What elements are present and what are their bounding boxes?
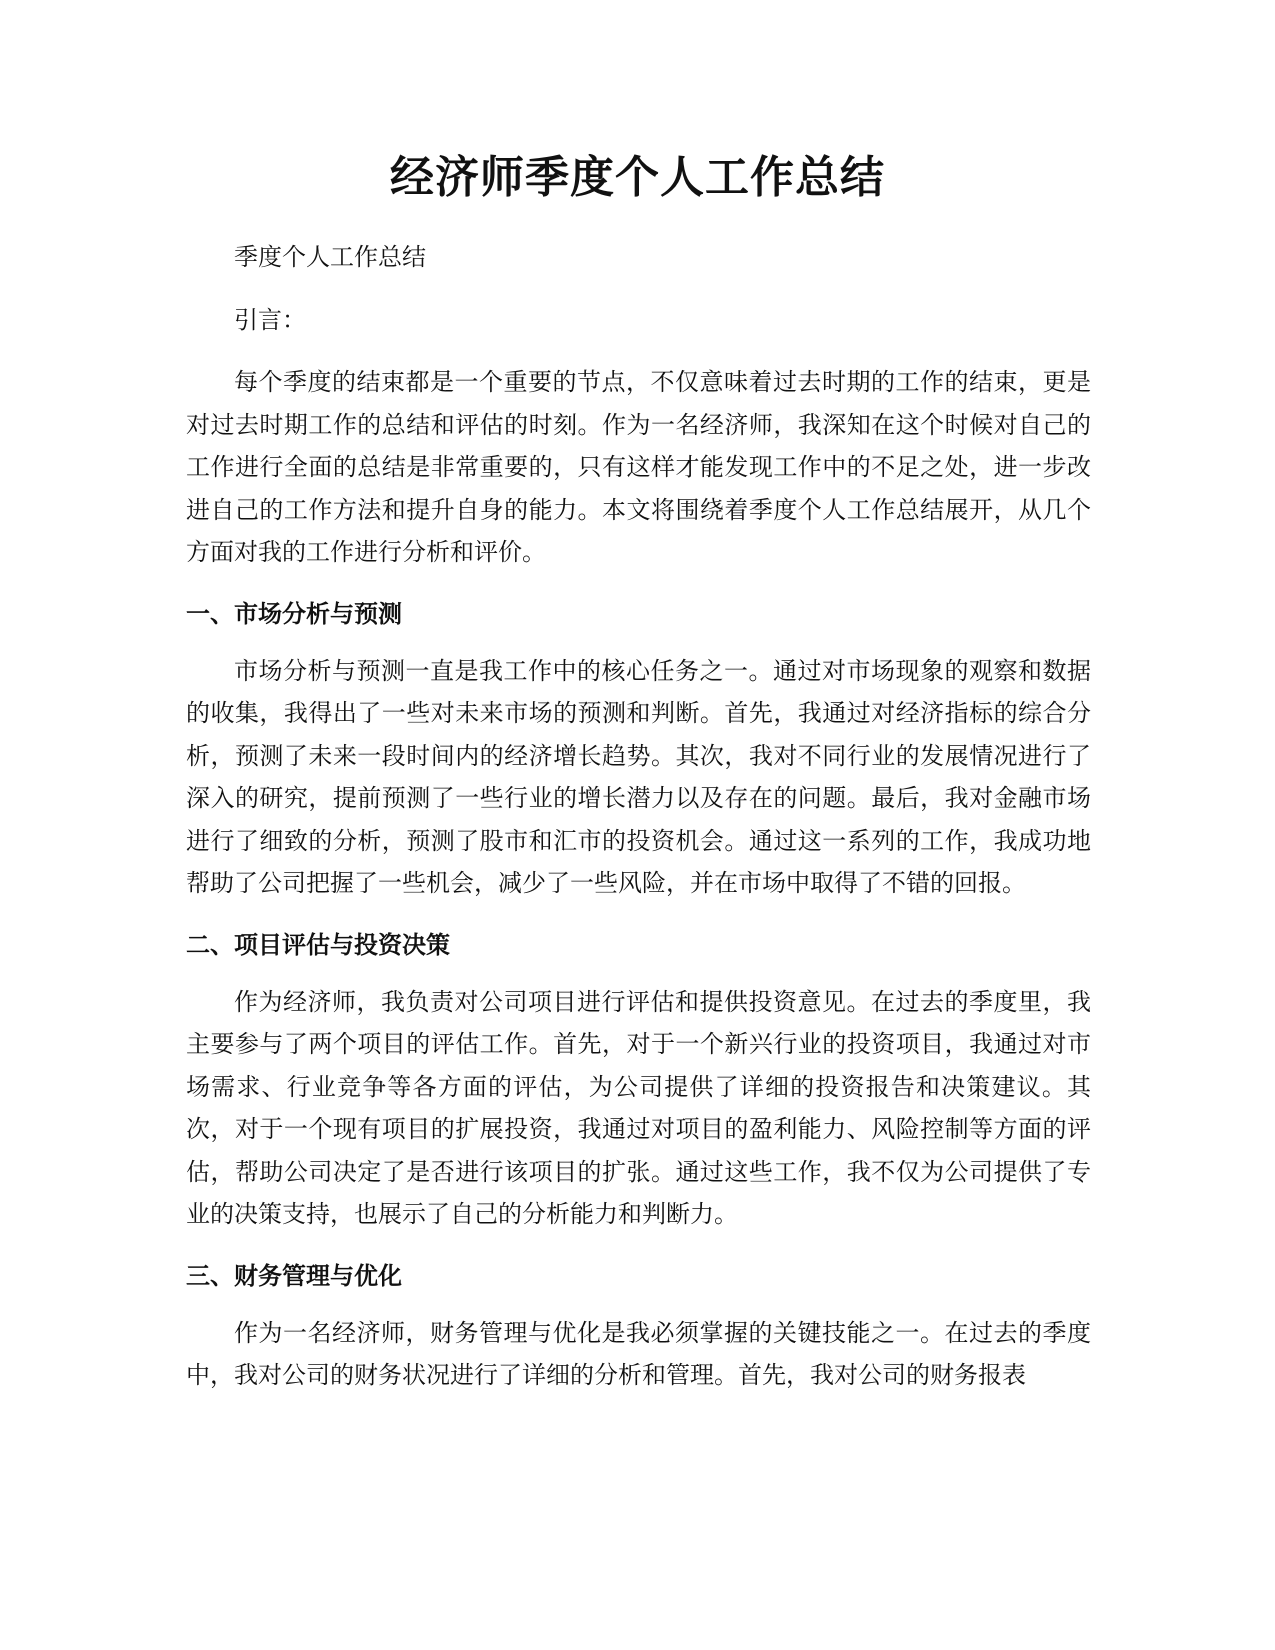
section-heading-project: 二、项目评估与投资决策	[186, 930, 450, 959]
section-paragraph-project: 作为经济师，我负责对公司项目进行评估和提供投资意见。在过去的季度里，我主要参与了两个项目的评估工作。首先，对于一个新兴行业的投资项目，我通过对市场需求、行业竞争等各方面的评估，为公司提供了详细的投资报告和决策建议。其次，对于一个现有项目的扩展投资，我通过对项目的盈利能力、风险控制等方面的评估，帮助公司决定了是否进行该项目的扩张。通过这些工作，我不仅为公司提供了专业的决策支持，也展示了自己的分析能力和判断力。	[186, 987, 1091, 1228]
section-paragraph-market: 市场分析与预测一直是我工作中的核心任务之一。通过对市场现象的观察和数据的收集，我得出了一些对未来市场的预测和判断。首先，我通过对经济指标的综合分析，预测了未来一段时间内的经济增长趋势。其次，我对不同行业的发展情况进行了深入的研究，提前预测了一些行业的增长潜力以及存在的问题。最后，我对金融市场进行了细致的分析，预测了股市和汇市的投资机会。通过这一系列的工作，我成功地帮助了公司把握了一些机会，减少了一些风险，并在市场中取得了不错的回报。	[186, 656, 1091, 897]
intro-paragraph: 每个季度的结束都是一个重要的节点，不仅意味着过去时期的工作的结束，更是对过去时期工作的总结和评估的时刻。作为一名经济师，我深知在这个时候对自己的工作进行全面的总结是非常重要的，只有这样才能发现工作中的不足之处，进一步改进自己的工作方法和提升自身的能力。本文将围绕着季度个人工作总结展开，从几个方面对我的工作进行分析和评价。	[186, 368, 1091, 566]
document-body	[186, 236, 1091, 1417]
intro-label: 引言：	[234, 305, 306, 334]
document-title: 经济师季度个人工作总结	[390, 152, 885, 203]
section-heading-market: 一、市场分析与预测	[186, 599, 402, 628]
section-heading-finance: 三、财务管理与优化	[186, 1261, 402, 1290]
section-paragraph-finance: 作为一名经济师，财务管理与优化是我必须掌握的关键技能之一。在过去的季度中，我对公司的财务状况进行了详细的分析和管理。首先，我对公司的财务报表	[186, 1318, 1091, 1389]
subtitle-line: 季度个人工作总结	[234, 243, 426, 271]
